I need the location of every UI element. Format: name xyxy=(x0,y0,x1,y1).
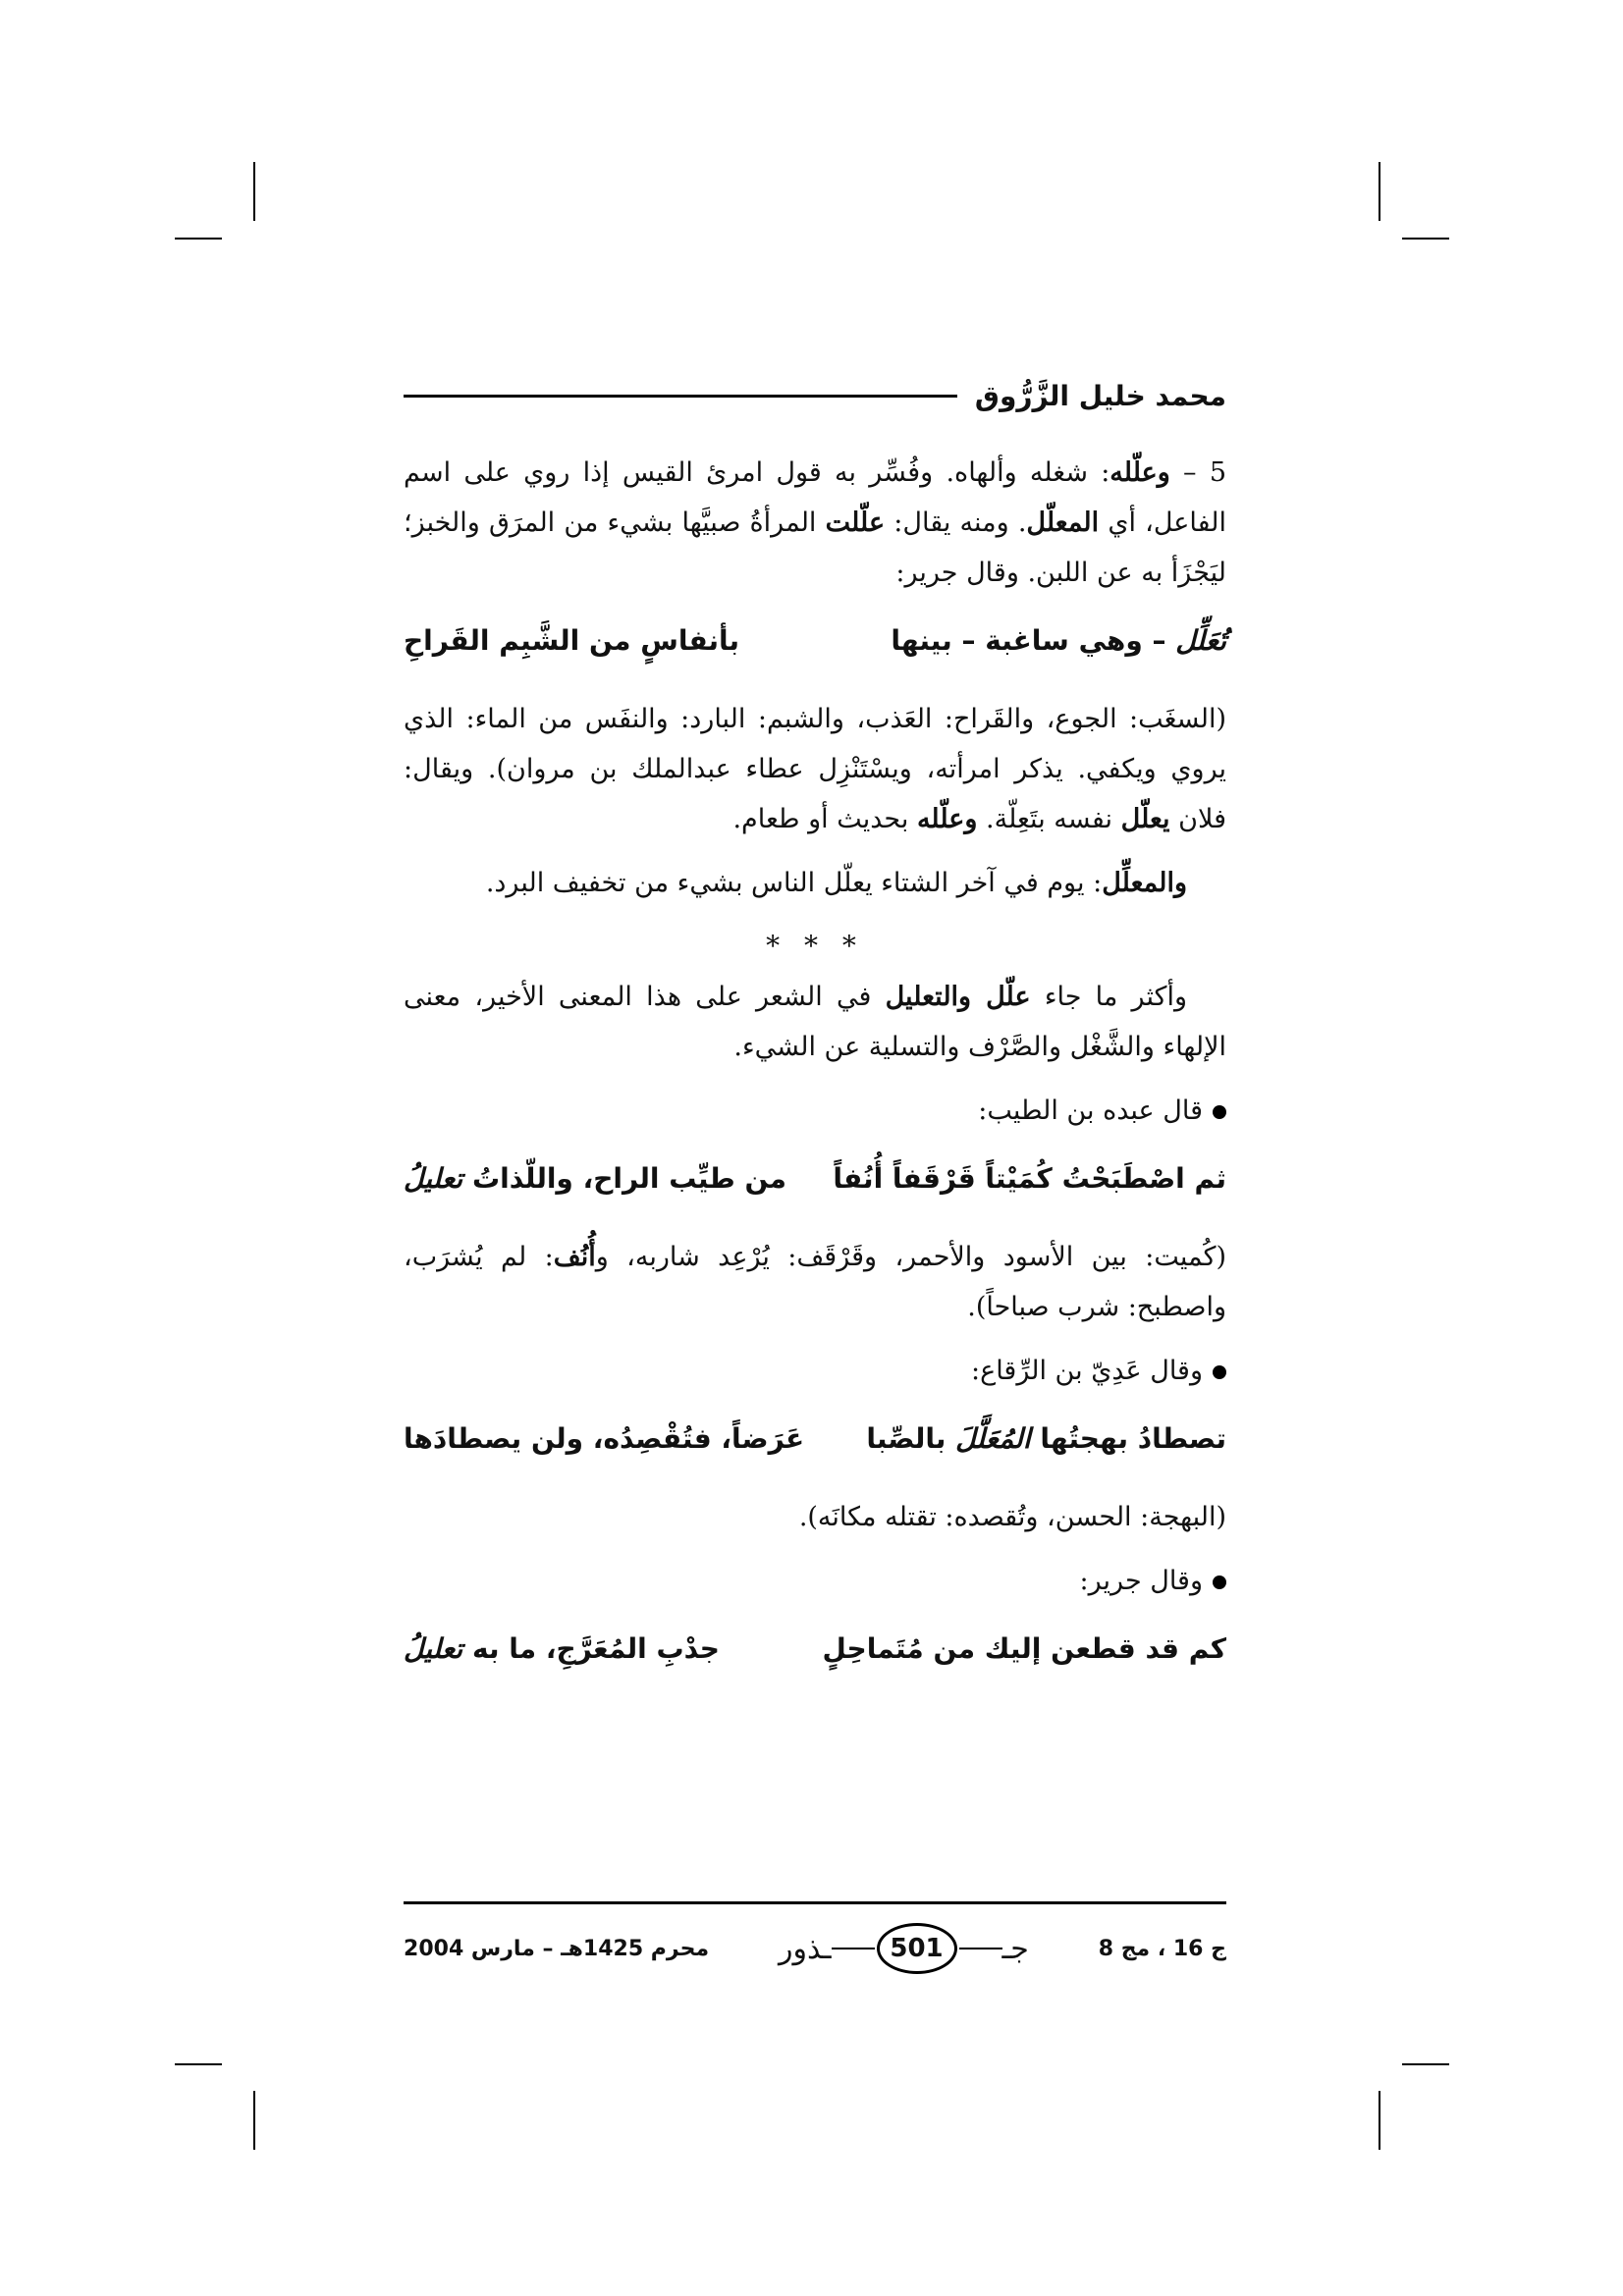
article-body xyxy=(404,448,1226,1702)
quote-attribution: وقال عَدِيّ بن الرِّقاع: xyxy=(404,1346,1226,1396)
verse-second-hemistich: عَرَضاً، فتُقْصِدُه، ولن يصطادَها xyxy=(404,1422,805,1455)
term-allal-wal-talil: علّل والتعليل xyxy=(885,982,1031,1012)
header-rule xyxy=(404,395,957,398)
issue-date: محرم 1425هـ – مارس 2004 xyxy=(404,1936,710,1961)
author-name: محمد خليل الزَّرُّوق xyxy=(974,379,1226,412)
crop-mark xyxy=(1379,162,1380,221)
bullet-icon xyxy=(1213,1365,1226,1379)
poem-verse xyxy=(404,1155,1226,1202)
paragraph-gloss: (البهجة: الحسن، وتُقصده: تقتله مكانَه). xyxy=(798,1502,1226,1532)
paragraph-definition-5: 5 – وعلّله: شغله وألهاه. وفُسِّر به قول امرئ القيس إذا روي على اسم الفاعل، أي المعلّل. ومنه يقال: علّلت المرأةُ صبيَّها بشيء من المرَق والخبز؛ ليَجْزَأ به عن اللبن. وقال جرير: xyxy=(404,457,1227,588)
logo-stroke xyxy=(959,1948,1002,1949)
verse-first-hemistich: تُعَلِّل – وهي ساغبة – بينها xyxy=(891,624,1226,657)
term-wa-allalahu: وعلّله xyxy=(1109,457,1170,488)
term-allalat: علّلت xyxy=(825,507,886,538)
journal-logo: جـ 501 ـذور xyxy=(779,1923,1029,1974)
verse-second-hemistich: من طيِّب الراح، واللّذاتُ تعليلُ xyxy=(404,1162,786,1195)
poem-verse xyxy=(404,1626,1226,1673)
issue-info: ج 16 ، مج 8 xyxy=(1098,1936,1226,1961)
term-unuf: أُنُف xyxy=(553,1242,596,1272)
crop-mark xyxy=(1379,2091,1380,2150)
crop-mark xyxy=(253,2091,255,2150)
paragraph-gloss: (كُميت: بين الأسود والأحمر، وقَرْقَف: يُرْعِد شاربه، وأُنُف: لم يُشرَب، واصطبح: شرب صباحاً). xyxy=(404,1242,1227,1322)
crop-mark xyxy=(253,162,255,221)
quote-attribution: وقال جرير: xyxy=(404,1556,1226,1606)
crop-mark xyxy=(175,2063,222,2065)
poem-verse xyxy=(404,617,1226,665)
footer-rule xyxy=(404,1901,1226,1904)
verse-first-hemistich: ثم اصْطَبَحْتُ كُمَيْتاً قَرْقَفاً أُنُفاً xyxy=(833,1162,1226,1195)
section-separator: * * * xyxy=(766,930,864,962)
verse-first-hemistich: تصطادُ بهجتُها المُعَلَّلَ بالصِّبا xyxy=(866,1422,1226,1455)
verse-second-hemistich: بأنفاسٍ من الشَّبِم القَراحِ xyxy=(404,624,740,657)
crop-mark xyxy=(1402,238,1449,240)
crop-mark xyxy=(175,238,222,240)
verse-first-hemistich: كم قد قطعن إليك من مُتَماحِلٍ xyxy=(822,1632,1226,1665)
term-al-muallal: المعلّل xyxy=(1026,507,1100,538)
verse-second-hemistich: جدْبِ المُعَرَّجِ، ما به تعليلُ xyxy=(404,1632,720,1665)
paragraph-definition: والمعلِّل: يوم في آخر الشتاء يعلّل الناس بشيء من تخفيف البرد. xyxy=(485,868,1187,898)
crop-mark xyxy=(1402,2063,1449,2065)
page-number: 501 xyxy=(877,1923,957,1974)
term-wal-muallil: والمعلِّل xyxy=(1102,868,1187,898)
paragraph-usage: وأكثر ما جاء علّل والتعليل في الشعر على هذا المعنى الأخير، معنى الإلهاء والشَّغْل والصَّرْف والتسلية عن الشيء. xyxy=(404,982,1226,1062)
bullet-icon xyxy=(1213,1105,1226,1119)
bullet-icon xyxy=(1213,1575,1226,1589)
paragraph-gloss: (السغَب: الجوع، والقَراح: العَذب، والشبم: البارد: والنفَس من الماء: الذي يروي ويكفي. يذكر امرأته، ويسْتَنْزِل عطاء عبدالملك بن مروان). ويقال: فلان يعلّل نفسه بتَعِلّة. وعلّله بحديث أو طعام. xyxy=(404,704,1226,834)
logo-stroke xyxy=(832,1948,875,1949)
quote-attribution: قال عبده بن الطيب: xyxy=(404,1086,1226,1136)
running-header xyxy=(404,371,1226,420)
term-yuallil: يعلّل xyxy=(1120,804,1170,834)
poem-verse xyxy=(404,1415,1226,1463)
page-footer xyxy=(404,1914,1226,1983)
term-wa-allalahu: وعلّله xyxy=(916,804,978,834)
